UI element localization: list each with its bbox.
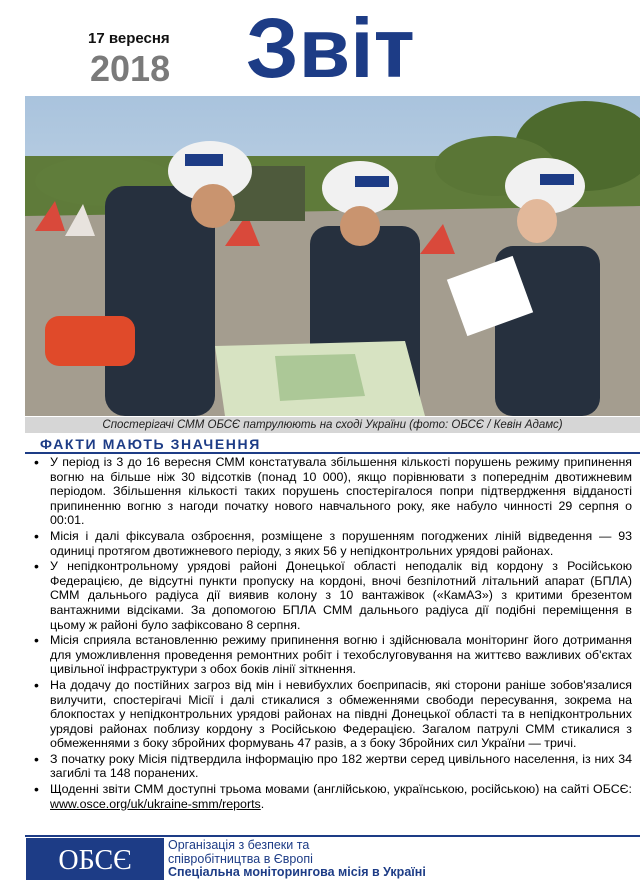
list-item: • Місія і далі фіксувала озброєння, розміщене з порушенням погоджених ліній відведення — 93 одиниці протягом двотижневого періоду, з яких 56 у непідконтрольних урядові районах. [32, 529, 632, 558]
report-header [0, 0, 643, 95]
org-line-1: Організація з безпеки та [168, 838, 310, 852]
org-line-2: співробітництва в Європі [168, 851, 313, 866]
reports-link[interactable]: www.osce.org/uk/ukraine-smm/reports [50, 796, 261, 811]
patrol-photo [25, 96, 640, 416]
osce-logo-text: ОБСЄ [58, 845, 132, 876]
report-title: Звіт [246, 1, 415, 95]
footer-divider [25, 835, 640, 837]
list-item: • З початку року Місія підтвердила інформацію про 182 жертви серед цивільного населення, із них 34 загиблі та 148 поранених. [32, 752, 632, 781]
report-year: 2018 [90, 48, 171, 89]
list-item: • Місія сприяла встановленню режиму припинення вогню і здійснювала моніторинг його дотримання для уможливлення проведення ремонтних робіт і техобслуговування на життєво важливих об'єктах цивільної інфраструктури з обох боків лінії зіткнення. [32, 633, 632, 677]
patrol-photo-illustration [25, 96, 640, 416]
photo-caption: Спостерігачі СММ ОБСЄ патрулюють на сході України (фото: ОБСЄ / Кевін Адамс) [25, 417, 640, 433]
reports-end: . [260, 796, 265, 811]
organization-name [168, 839, 426, 880]
list-item: • На додачу до постійних загроз від мін і невибухлих боєприпасів, які сторони раніше зобов'язалися вилучити, спостерігачі Місії і далі стикалися з обмеженнями свободи пересування, зокрема на блокпостах у непідконтрольних урядові районах на півдні Донецької області та в непідконтрольних урядові районах поблизу кордону з Російською Федерацією. Загалом патрулі СММ стикалися з обмеженнями з боку збройних формувань 47 разів, а з боку Збройних сил України — тричі. [32, 678, 632, 751]
mission-name: Спеціальна моніторингова місія в Україні [168, 865, 426, 879]
osce-logo [26, 838, 164, 880]
facts-list [32, 455, 632, 812]
report-date: 17 вересня [88, 30, 170, 47]
section-title: ФАКТИ МАЮТЬ ЗНАЧЕННЯ [40, 436, 261, 452]
list-item [32, 782, 632, 811]
reports-text: Щоденні звіти СММ доступні трьома мовами (англійською, українською, російською) на сайті ОБСЄ: [50, 782, 632, 797]
section-divider [25, 452, 640, 454]
list-item: • У період із 3 до 16 вересня СММ констатувала збільшення кількості порушень режиму припинення вогню на більше ніж 30 відсотків (понад 10 000), якщо порівнювати з попереднім двотижневим періодом. Збільшення кількості таких порушень спостерігалося попри підтвердження відданості припиненню вогню з нагоди початку нового навчального року, яке набуло чинності 29 серпня о 00:01. [32, 455, 632, 528]
list-item: • У непідконтрольному урядові районі Донецької області неподалік від кордону з Російською Федерацією, де відсутні пункти пропуску на кордоні, вночі безпілотний літальний апарат (БПЛА) СММ дальнього радіуса дії виявив колону з 10 вантажівок («КамАЗ») з критими брезентом вантажними відсіками. За допомогою БПЛА СММ дальнього радіуса дії подібні переміщення в цьому ж районі було зафіксовано 8 серпня. [32, 559, 632, 632]
